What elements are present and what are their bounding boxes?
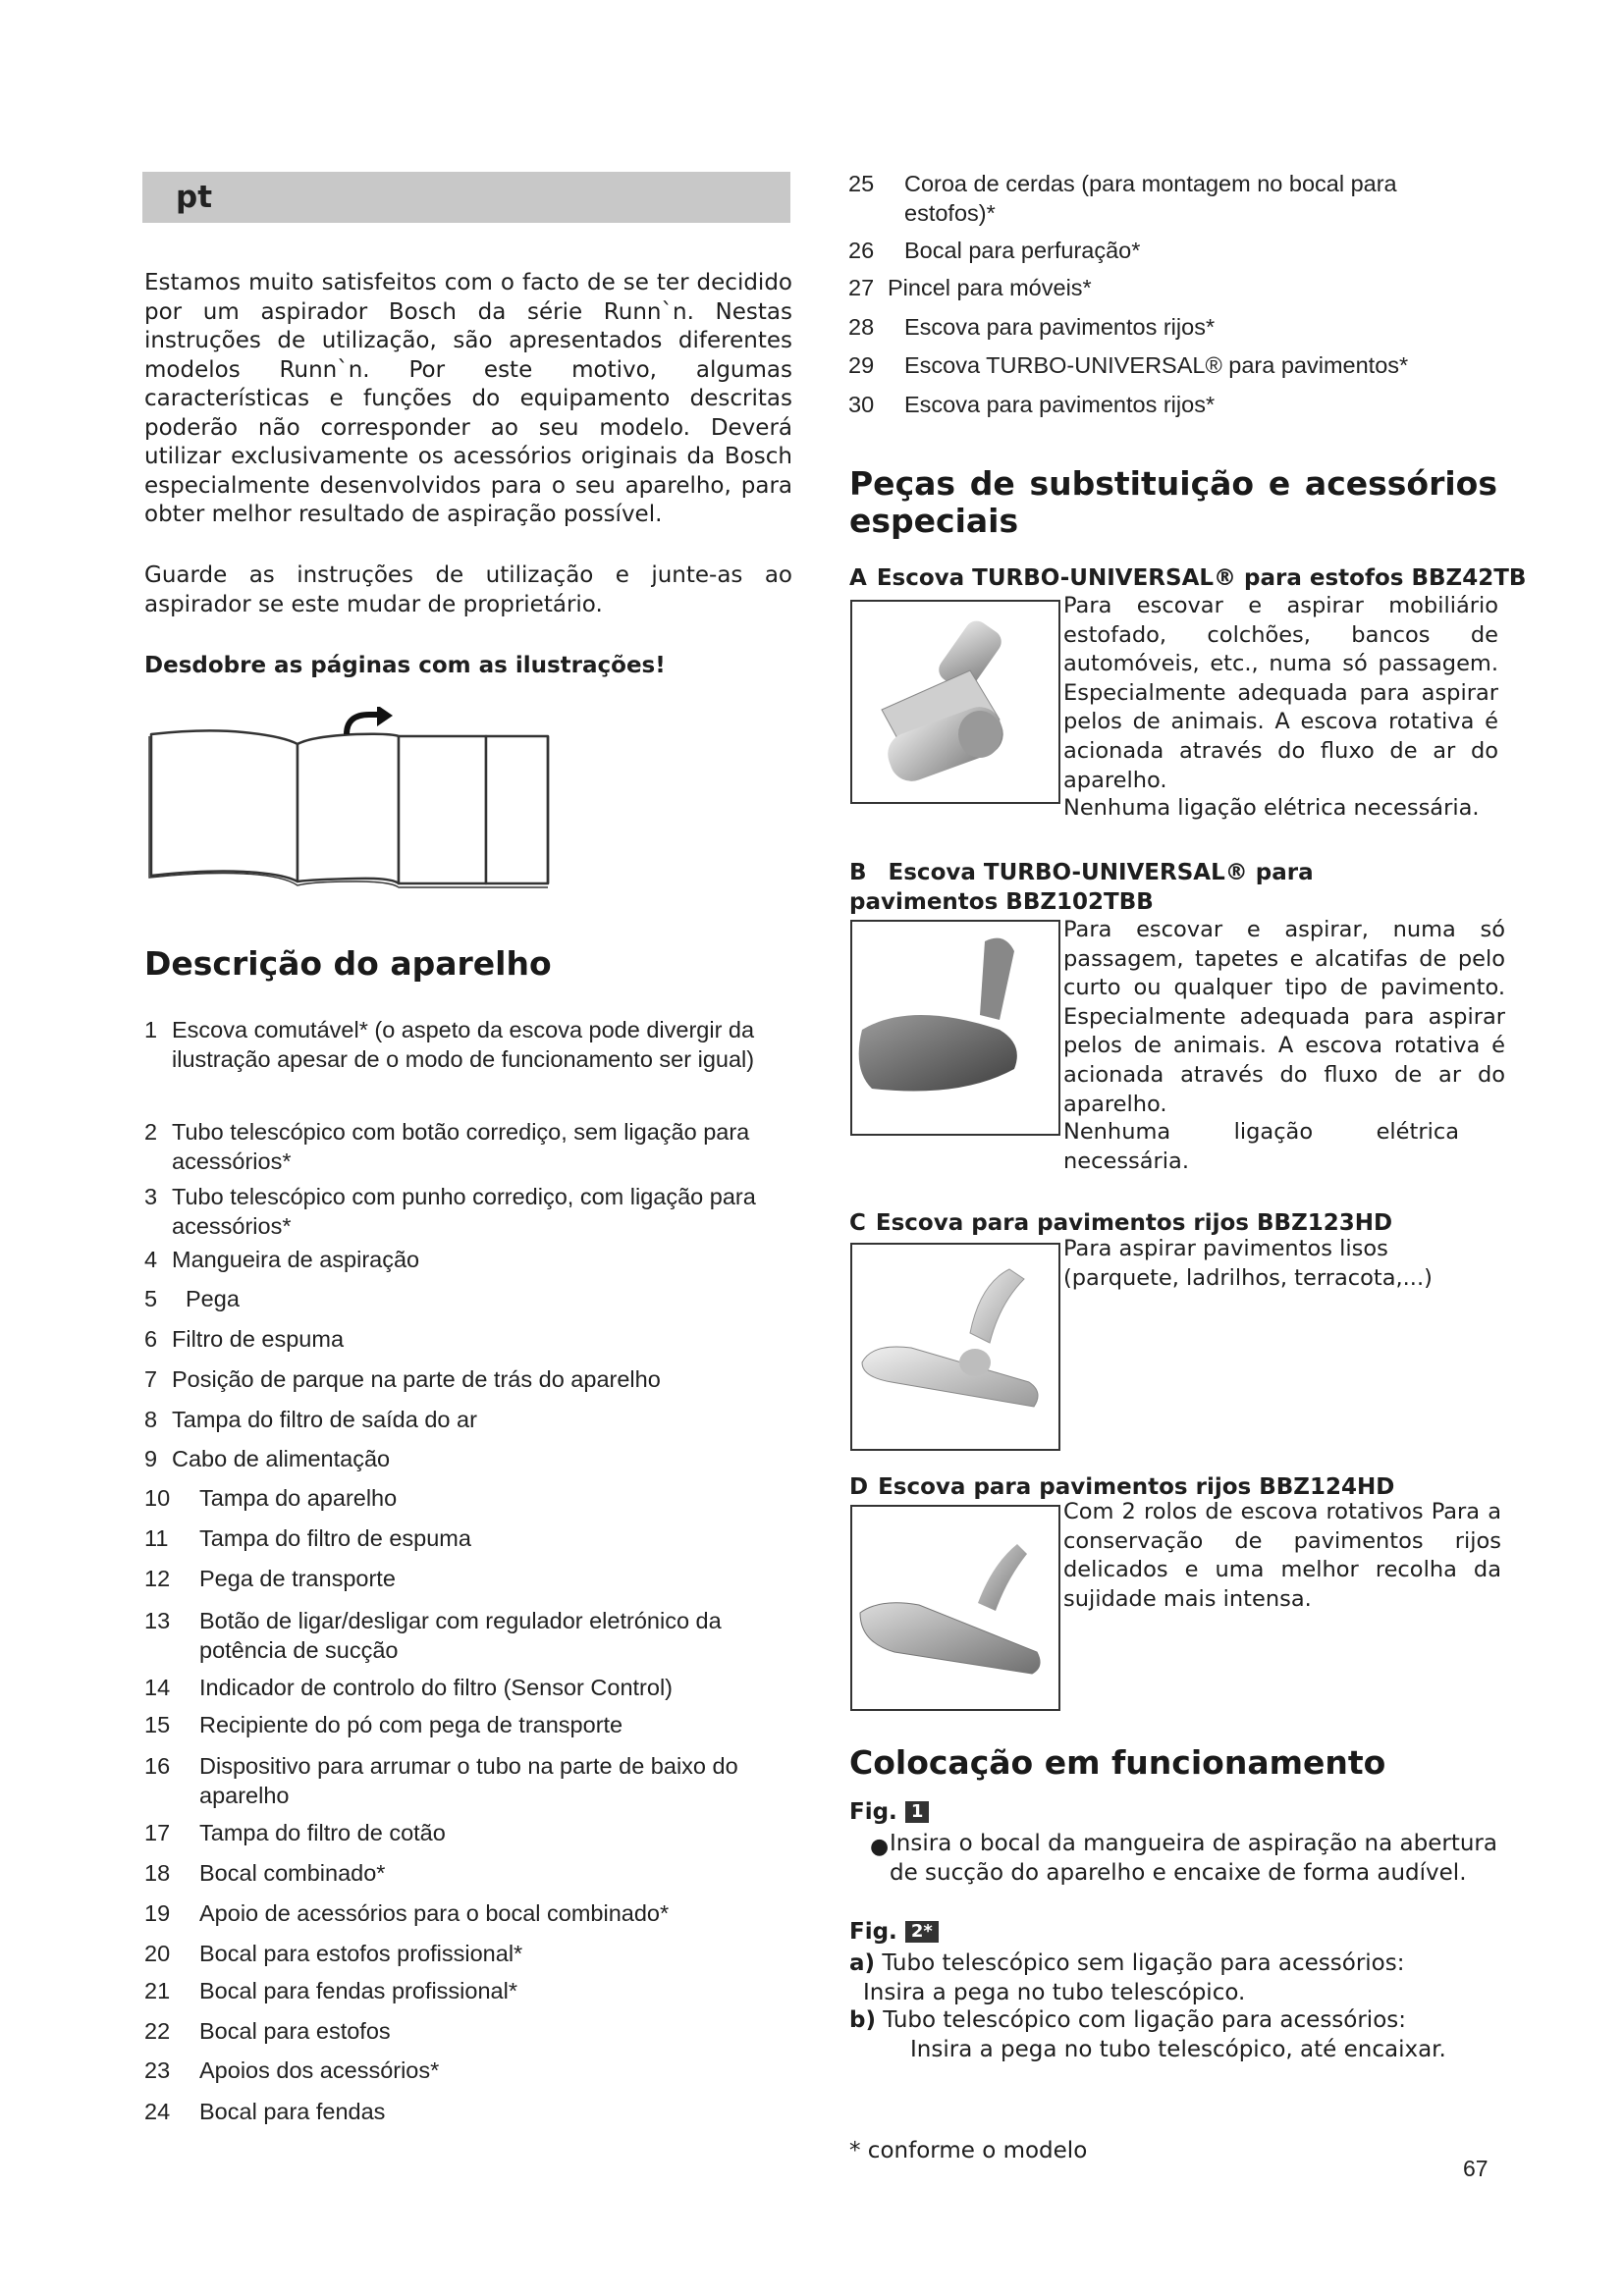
intro-paragraph-2: Guarde as instruções de utilização e junte-as ao aspirador se este mudar de proprietário. — [144, 562, 792, 617]
intro-paragraph-1: Estamos muito satisfeitos com o facto de se ter decidido por um aspirador Bosch da série Runn`n. Nestas instruções de utilização, são apresentados diferentes modelos Runn`n. Por este motivo, algumas características e funções do equipamento descritas poderão não corresponder ao seu modelo. Deverá utilizar exclusivamente os acessórios originais da Bosch especialmente desenvolvidos para o seu aparelho, para obter melhor resultado de aspiração possível. — [144, 270, 792, 527]
step-a: a) Tubo telescópico sem ligação para acessórios: Insira a pega no tubo telescópico. — [849, 1950, 1405, 2005]
accessories-heading: Peças de substituição e acessórios especiais — [849, 464, 1497, 540]
list-item: 23 Apoios dos acessórios* — [144, 2057, 440, 2083]
list-item: 5 Pega — [144, 1286, 240, 1311]
fig-1-badge: 1 — [905, 1801, 930, 1823]
accessory-d-image — [850, 1505, 1060, 1711]
description-heading: Descrição do aparelho — [144, 944, 552, 983]
list-item: 3 Tubo telescópico com punho corrediço, com ligação para acessórios* — [144, 1184, 756, 1239]
list-item: 21 Bocal para fendas profissional* — [144, 1978, 517, 2003]
turbo-brush-floor-icon — [852, 922, 1058, 1134]
accessory-d-title: D Escova para pavimentos rijos BBZ124HD — [849, 1474, 1395, 1500]
accessory-a-text-2: Nenhuma ligação elétrica necessária. — [1063, 795, 1480, 821]
operation-heading: Colocação em funcionamento — [849, 1743, 1386, 1782]
step-b: b) Tubo telescópico com ligação para acessórios: Insira a pega no tubo telescópico, até encaixar. — [849, 2007, 1446, 2062]
unfold-pages-illustration — [145, 707, 558, 893]
list-item: 1 Escova comutável* (o aspeto da escova pode divergir da ilustração apesar de o modo de funcionamento ser igual) — [144, 1017, 755, 1072]
list-item: 10 Tampa do aparelho — [144, 1485, 398, 1511]
accessory-a-image — [850, 600, 1060, 804]
list-item: 16 Dispositivo para arrumar o tubo na parte de baixo do aparelho — [144, 1753, 738, 1808]
bullet-icon: ● — [870, 1835, 890, 1859]
fig-1-bullet: ● Insira o bocal da mangueira de aspiração na abertura de sucção do aparelho e encaixe de forma audível. — [870, 1831, 1497, 1886]
fig-2-label: Fig. 2* — [849, 1919, 939, 1945]
accessory-b-text-2: Nenhuma ligação elétrica necessária. — [1063, 1119, 1459, 1174]
list-item: 4 Mangueira de aspiração — [144, 1247, 420, 1272]
footnote: * conforme o modelo — [849, 2138, 1088, 2163]
list-item: 11 Tampa do filtro de espuma — [144, 1525, 471, 1551]
accessory-d-text: Com 2 rolos de escova rotativos Para a conservação de pavimentos rijos delicados e uma melhor recolha da sujidade mais intensa. — [1063, 1499, 1501, 1612]
accessory-c-title: C Escova para pavimentos rijos BBZ123HD — [849, 1210, 1393, 1236]
fig-2-badge: 2* — [905, 1921, 939, 1943]
list-item: 27 Pincel para móveis* — [848, 275, 1092, 300]
list-item: 30 Escova para pavimentos rijos* — [848, 392, 1216, 417]
list-item: 28 Escova para pavimentos rijos* — [848, 314, 1216, 340]
turbo-brush-upholstery-icon — [852, 602, 1058, 802]
list-item: 20 Bocal para estofos profissional* — [144, 1941, 523, 1966]
accessory-a-title: A Escova TURBO-UNIVERSAL® para estofos BBZ42TB — [849, 565, 1527, 591]
hard-floor-brush-rollers-icon — [850, 1505, 1060, 1711]
list-item: 7 Posição de parque na parte de trás do aparelho — [144, 1366, 661, 1392]
language-tab-label: pt — [176, 180, 213, 215]
fig-1-label: Fig. 1 — [849, 1799, 929, 1825]
list-item: 26 Bocal para perfuração* — [848, 238, 1141, 263]
curved-arrow-icon — [347, 715, 381, 734]
language-tab — [142, 172, 790, 223]
list-item: 6 Filtro de espuma — [144, 1326, 345, 1352]
page-number: 67 — [1463, 2156, 1489, 2181]
accessory-a-text: Para escovar e aspirar mobiliário estofado, colchões, bancos de automóveis, etc., numa só passagem. Especialmente adequada para aspirar pelos de animais. A escova rotativa é acionada através do fluxo de ar do aparelho. — [1063, 593, 1498, 793]
accessory-b-text: Para escovar e aspirar, numa só passagem, tapetes e alcatifas de pelo curto ou qualquer tipo de pavimento. Especialmente adequada para aspirar pelos de animais. A escova rotativa é acionada através do fluxo de ar do aparelho. — [1063, 917, 1505, 1117]
accessory-b-title: B Escova TURBO-UNIVERSAL® para pavimentos BBZ102TBB — [849, 860, 1314, 915]
accessory-c-image — [850, 1243, 1060, 1451]
list-item: 18 Bocal combinado* — [144, 1860, 386, 1886]
accessory-b-image — [850, 920, 1060, 1136]
list-item: 29 Escova TURBO-UNIVERSAL® para pavimentos* — [848, 352, 1409, 378]
list-item: 2 Tubo telescópico com botão corrediço, sem ligação para acessórios* — [144, 1119, 750, 1174]
list-item: 13 Botão de ligar/desligar com regulador eletrónico da potência de sucção — [144, 1608, 722, 1663]
list-item: 12 Pega de transporte — [144, 1566, 396, 1591]
list-item: 8 Tampa do filtro de saída do ar — [144, 1407, 477, 1432]
list-item: 22 Bocal para estofos — [144, 2018, 391, 2044]
list-item: 15 Recipiente do pó com pega de transporte — [144, 1712, 623, 1737]
list-item: 24 Bocal para fendas — [144, 2099, 386, 2124]
list-item: 14 Indicador de controlo do filtro (Sensor Control) — [144, 1675, 673, 1700]
accessory-c-text: Para aspirar pavimentos lisos (parquete, ladrilhos, terracota,...) — [1063, 1236, 1433, 1291]
unfold-note: Desdobre as páginas com as ilustrações! — [144, 653, 666, 678]
list-item: 25 Coroa de cerdas (para montagem no bocal para estofos)* — [848, 171, 1397, 226]
hard-floor-brush-icon — [852, 1245, 1058, 1449]
list-item: 19 Apoio de acessórios para o bocal combinado* — [144, 1900, 670, 1926]
list-item: 17 Tampa do filtro de cotão — [144, 1820, 446, 1845]
list-item: 9 Cabo de alimentação — [144, 1446, 391, 1471]
